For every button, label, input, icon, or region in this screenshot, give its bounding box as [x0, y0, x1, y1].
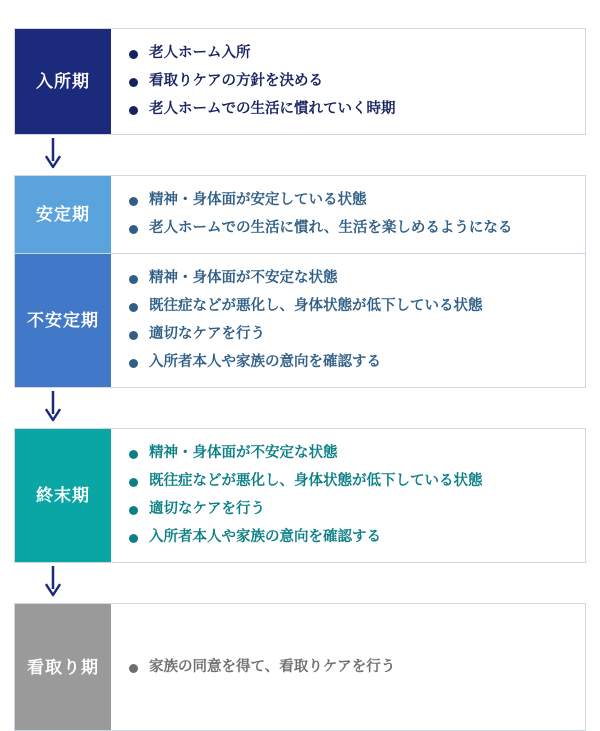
list-item: 老人ホームでの生活に慣れ、生活を楽しめるようになる [129, 218, 569, 239]
stage-row-mitori [14, 603, 586, 731]
stage-group-stable-unstable [14, 175, 586, 388]
list-item: 入所者本人や家族の意向を確認する [129, 352, 569, 373]
stage-items-unstable [129, 268, 569, 373]
stage-label-admission: 入所期 [15, 29, 111, 134]
stage-row-admission [14, 28, 586, 135]
stage-row-terminal [14, 428, 586, 563]
stage-row-unstable [15, 253, 585, 387]
stage-body-unstable [111, 254, 585, 387]
list-item: 入所者本人や家族の意向を確認する [129, 527, 569, 548]
list-item: 適切なケアを行う [129, 324, 569, 345]
arrow-unstable-to-terminal [14, 388, 110, 428]
list-item: 精神・身体面が安定している状態 [129, 190, 569, 211]
list-item: 家族の同意を得て、看取りケアを行う [129, 657, 569, 678]
stage-row-stable [15, 176, 585, 253]
list-item: 既往症などが悪化し、身体状態が低下している状態 [129, 471, 569, 492]
stage-body-mitori [111, 604, 585, 730]
list-item: 精神・身体面が不安定な状態 [129, 443, 569, 464]
list-item: 老人ホーム入所 [129, 43, 569, 64]
stage-items-terminal [129, 443, 569, 548]
stage-body-admission [111, 29, 585, 134]
stage-label-mitori: 看取り期 [15, 604, 111, 730]
list-item: 適切なケアを行う [129, 499, 569, 520]
stage-items-stable [129, 190, 569, 239]
list-item: 既往症などが悪化し、身体状態が低下している状態 [129, 296, 569, 317]
stage-body-stable [111, 176, 585, 253]
stage-items-mitori [129, 657, 569, 678]
arrow-admission-to-stable [14, 135, 110, 175]
arrow-terminal-to-mitori [14, 563, 110, 603]
stage-label-unstable: 不安定期 [15, 254, 111, 387]
list-item: 看取りケアの方針を決める [129, 71, 569, 92]
list-item: 精神・身体面が不安定な状態 [129, 268, 569, 289]
stage-label-stable: 安定期 [15, 176, 111, 253]
flow-diagram [14, 28, 586, 731]
stage-items-admission [129, 43, 569, 120]
stage-label-terminal: 終末期 [15, 429, 111, 562]
stage-body-terminal [111, 429, 585, 562]
list-item: 老人ホームでの生活に慣れていく時期 [129, 99, 569, 120]
